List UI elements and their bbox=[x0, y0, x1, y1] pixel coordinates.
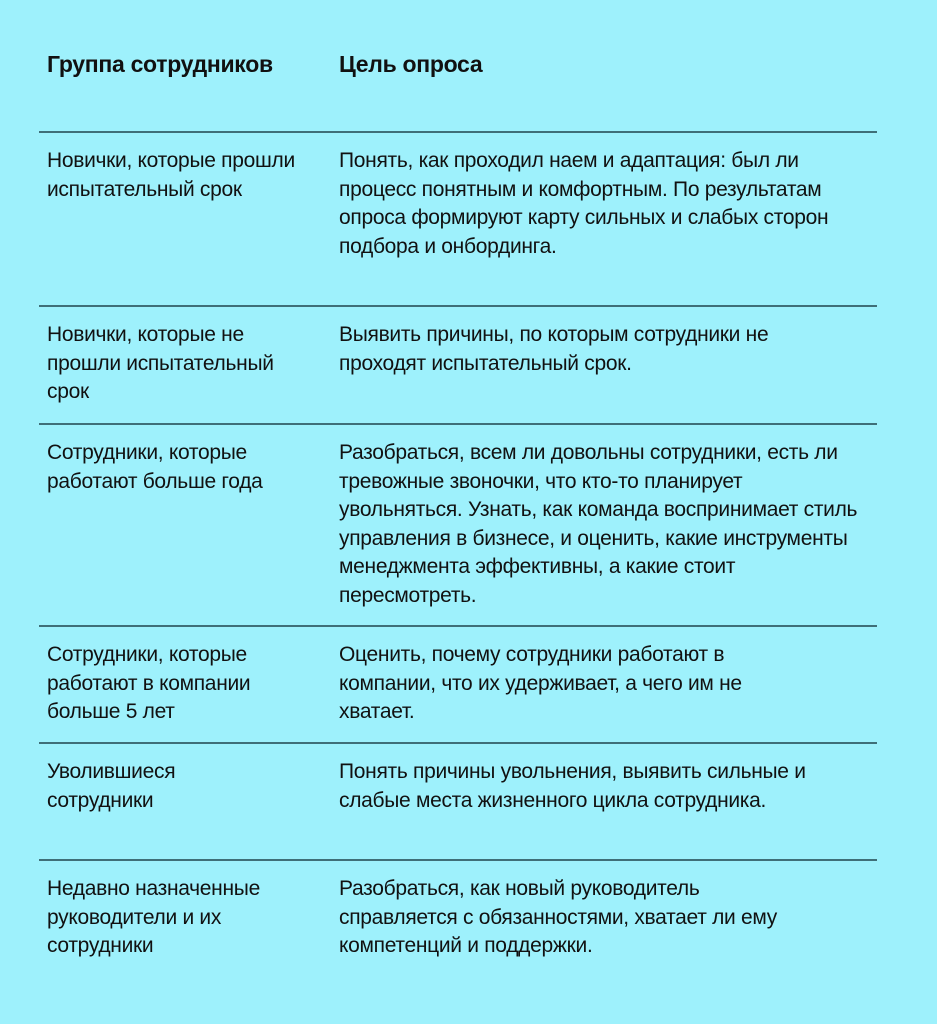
row-group: Уволившиеся сотрудники bbox=[47, 760, 176, 812]
table-row bbox=[39, 425, 877, 627]
row-group: Недавно назначенные руководители и их сотрудники bbox=[47, 877, 260, 957]
row-goal: Оценить, почему сотрудники работают в компании, что их удерживает, а чего им не хватает. bbox=[339, 643, 742, 723]
table-row bbox=[39, 627, 877, 744]
row-goal: Разобраться, всем ли довольны сотрудники, есть ли тревожные звоночки, что кто-то планирует увольняться. Узнать, как команда воспринимает стиль управления в бизнесе, и оценить, какие инструменты менеджмента эффективны, а какие стоит пересмотреть. bbox=[339, 441, 858, 607]
row-goal: Выявить причины, по которым сотрудники не проходят испытательный срок. bbox=[339, 323, 769, 375]
table-row bbox=[39, 861, 877, 961]
table-row bbox=[39, 133, 877, 307]
header-group: Группа сотрудников bbox=[47, 51, 273, 77]
row-goal: Понять причины увольнения, выявить сильные и слабые места жизненного цикла сотрудника. bbox=[339, 760, 806, 812]
row-group: Новички, которые не прошли испытательный срок bbox=[47, 323, 274, 403]
survey-table bbox=[39, 0, 877, 961]
table-row bbox=[39, 307, 877, 425]
row-goal: Разобраться, как новый руководитель справляется с обязанностями, хватает ли ему компетенций и поддержки. bbox=[339, 877, 777, 957]
table-header bbox=[39, 0, 877, 133]
table-row bbox=[39, 744, 877, 861]
header-goal: Цель опроса bbox=[339, 51, 483, 77]
row-group: Сотрудники, которые работают в компании больше 5 лет bbox=[47, 643, 251, 723]
row-group: Сотрудники, которые работают больше года bbox=[47, 441, 263, 493]
row-goal: Понять, как проходил наем и адаптация: был ли процесс понятным и комфортным. По результатам опроса формируют карту сильных и слабых сторон подбора и онбординга. bbox=[339, 149, 829, 258]
row-group: Новички, которые прошли испытательный срок bbox=[47, 149, 295, 201]
